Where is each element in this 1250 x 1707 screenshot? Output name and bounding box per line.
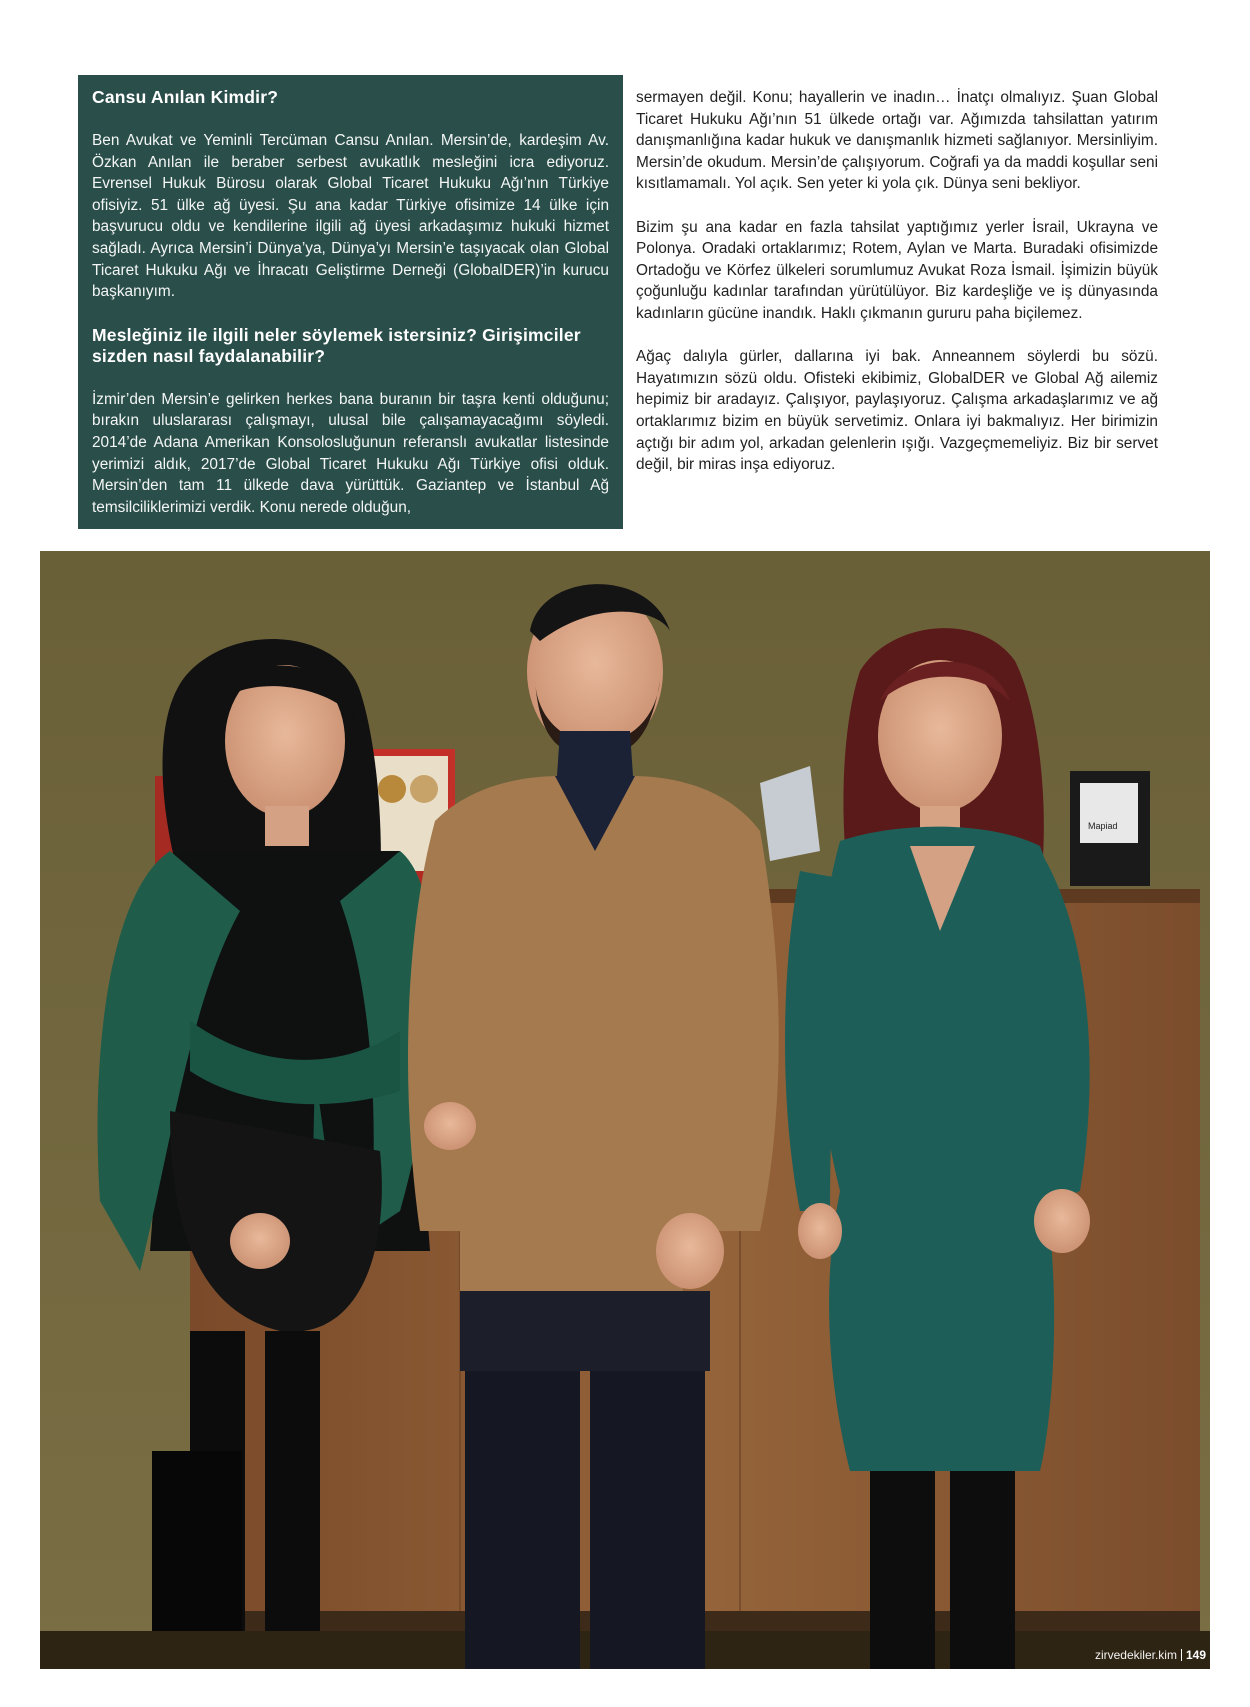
group-photo bbox=[40, 551, 1210, 1669]
article-right-column bbox=[636, 87, 1158, 476]
intro-paragraph: Ben Avukat ve Yeminli Tercüman Cansu Anılan. Mersin’de, kardeşim Av. Özkan Anılan ile beraber serbest avukatlık mesleğini icra ediyoruz. Evrensel Hukuk Bürosu olarak Global Ticaret Hukuku Ağı’nın Türkiye ofisiyiz. 51 ülke ağ üyesi. Şu ana kadar Türkiye ofisimize 14 ülke için başvurucu oldu ve kendilerine ilgili ağ üyesi arkadaşımız hukuki hizmet sağladı. Ayrıca Mersin’i Dünya’ya, Dünya’yı Mersin’e taşıyacak olan Global Ticaret Hukuku Ağı ve İhracatı Geliştirme Derneği (GlobalDER)’in kurucu başkanıyım. bbox=[92, 132, 609, 301]
footer-separator bbox=[1181, 1649, 1182, 1661]
right-paragraph-2: Bizim şu ana kadar en fazla tahsilat yaptığımız yerler İsrail, Ukrayna ve Polonya. Oradaki ortaklarımız; Rotem, Aylan ve Marta. Buradaki ofisimizde Ortadoğu ve Körfez ülkeleri sorumlumuz Avukat Roza İsmail. İşimizin büyük çoğunluğu kadınlar tarafından yürütülüyor. Biz kardeşliğe ve iş dünyasında kadınların gücüne inandık. Haklı çıkmanın gururu paha biçilemez. bbox=[636, 218, 1158, 322]
right-paragraph-3: Ağaç dalıyla gürler, dallarına iyi bak. Anneannem söylerdi bu sözü. Hayatımızın sözü oldu. Ofisteki ekibimiz, GlobalDER ve Global Ağ ailemiz hepimiz bir aradayız. Çalışıyor, paylaşıyoruz. Çalışma arkadaşlarımız ve ağ ortaklarımız bizim en büyük servetimiz. Onlara iyi bakmalıyız. Her birimizin açtığı bir adım yol, arkadan gelenlerin ışığı. Vazgeçmemeliyiz. Biz bir servet değil, bir miras inşa ediyoruz. bbox=[636, 348, 1158, 474]
page-number: 149 bbox=[1185, 1648, 1206, 1662]
heading-question: Mesleğiniz ile ilgili neler söylemek istersiniz? Girişimciler sizden nasıl faydalanabilir? bbox=[92, 324, 581, 366]
answer-paragraph: İzmir’den Mersin’e gelirken herkes bana buranın bir taşra kenti olduğunu; bırakın uluslararası çalışmayı, ulusal bile çalışamayacağımı söyledi. 2014’de Adana Amerikan Konsolosluğunun referanslı avukatlar listesinde yerimizi aldık, 2017’de Global Ticaret Hukuku Ağı Türkiye ofisi olduk. Mersin’den tam 11 ülkede dava yürüttük. Gaziantep ve İstanbul Ağ temsilciliklerimizi verdik. Konu nerede olduğun, bbox=[92, 390, 609, 516]
interview-box bbox=[78, 75, 623, 529]
page-footer bbox=[1095, 1648, 1206, 1662]
plaque-text: Mapiad bbox=[1088, 821, 1118, 831]
heading-who: Cansu Anılan Kimdir? bbox=[92, 87, 279, 107]
footer-site: zirvedekiler.kim bbox=[1094, 1648, 1177, 1662]
right-paragraph-1: sermayen değil. Konu; hayallerin ve inadın… İnatçı olmalıyız. Şuan Global Ticaret Hukuku Ağı’nın 51 ülkede ortağı var. Ağımızda tahsilattan yatırım danışmanlığına kadar hukuk ve danışmanlık hizmeti sağlanıyor. Mersinliyim. Mersin’de okudum. Mersin’de çalışıyorum. Coğrafi ya da maddi koşullar seni kısıtlamamalı. Yol açık. Sen yeter ki yola çık. Dünya seni bekliyor. bbox=[636, 89, 1158, 193]
